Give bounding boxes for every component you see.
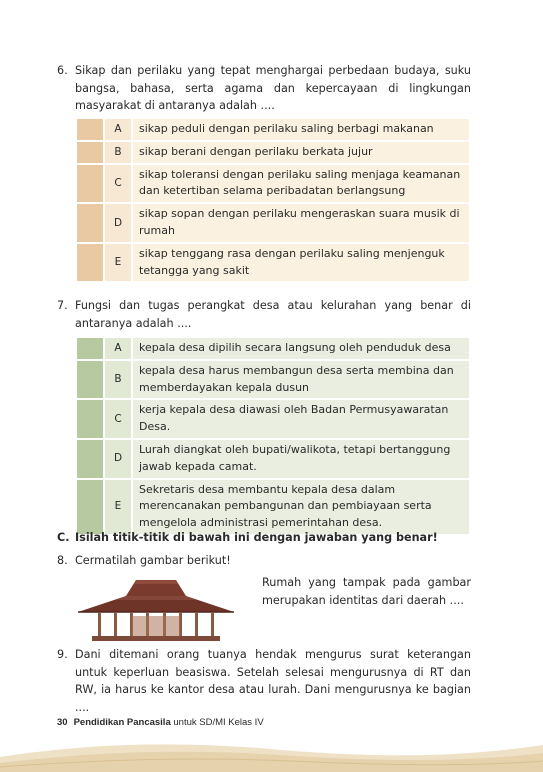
book-subtitle: untuk SD/MI Kelas IV — [170, 717, 264, 728]
option-text: sikap tenggang rasa dengan perilaku saling menjenguk tetangga yang sakit — [131, 244, 469, 282]
option-marker — [77, 142, 103, 163]
option-letter: D — [103, 440, 131, 478]
option-letter: C — [103, 165, 131, 203]
option-row — [77, 142, 469, 163]
option-text: kerja kepala desa diawasi oleh Badan Permusyawaratan Desa. — [131, 400, 469, 438]
option-letter: A — [103, 338, 131, 359]
option-letter: E — [103, 244, 131, 282]
option-text: Lurah diangkat oleh bupati/walikota, tetapi bertanggung jawab kepada camat. — [131, 440, 469, 478]
question-text: Cermatilah gambar berikut! — [75, 554, 231, 567]
book-title: Pendidikan Pancasila — [73, 717, 171, 728]
question-6 — [57, 62, 471, 115]
option-text: kepala desa dipilih secara langsung oleh penduduk desa — [131, 338, 469, 359]
joglo-house-illustration — [78, 578, 234, 642]
question-8 — [57, 552, 471, 570]
option-marker — [77, 204, 103, 242]
option-text: sikap toleransi dengan perilaku saling menjaga keamanan dan ketertiban selama peribadatan berlangsung — [131, 165, 469, 203]
option-marker — [77, 440, 103, 478]
decorative-wave — [0, 735, 543, 772]
option-marker — [77, 119, 103, 140]
option-marker — [77, 338, 103, 359]
option-letter: D — [103, 204, 131, 242]
option-letter: C — [103, 400, 131, 438]
option-row — [77, 204, 469, 242]
page-footer — [57, 717, 264, 728]
option-text: sikap berani dengan perilaku berkata jujur — [131, 142, 469, 163]
section-instruction: Isilah titik-titik di bawah ini dengan jawaban yang benar! — [75, 531, 438, 544]
option-letter: B — [103, 361, 131, 399]
option-marker — [77, 244, 103, 282]
question-text: Sikap dan perilaku yang tepat menghargai perbedaan budaya, suku bangsa, bahasa, serta agama dan kepercayaan di lingkungan masyarakat di antaranya adalah .... — [75, 64, 471, 112]
option-marker — [77, 361, 103, 399]
option-text: kepala desa harus membangun desa serta membina dan memberdayakan kepala dusun — [131, 361, 469, 399]
option-row — [77, 440, 469, 478]
option-row — [77, 361, 469, 399]
option-marker — [77, 400, 103, 438]
option-row — [77, 244, 469, 282]
question-text: Dani ditemani orang tuanya hendak mengurus surat keterangan untuk keperluan beasiswa. Setelah selesai mengurusnya di RT dan RW, ia harus ke kantor desa atau lurah. Dani mengurusnya ke bagian .... — [75, 648, 471, 714]
option-row — [77, 338, 469, 359]
option-text: sikap sopan dengan perilaku mengeraskan suara musik di rumah — [131, 204, 469, 242]
option-letter: E — [103, 480, 131, 534]
question-number: 8. — [57, 554, 68, 567]
question-number: 9. — [57, 648, 68, 661]
option-letter: A — [103, 119, 131, 140]
page-number: 30 — [57, 717, 68, 728]
question-number: 7. — [57, 299, 68, 312]
question-7 — [57, 297, 471, 332]
question-7-options — [77, 336, 469, 536]
option-marker — [77, 480, 103, 534]
option-row — [77, 400, 469, 438]
option-row — [77, 119, 469, 140]
option-text: sikap peduli dengan perilaku saling berbagi makanan — [131, 119, 469, 140]
option-text: Sekretaris desa membantu kepala desa dalam merencanakan pembangunan dan pembiayaan serta mengelola administrasi pemerintahan desa. — [131, 480, 469, 534]
section-letter: C. — [57, 531, 70, 544]
question-9 — [57, 646, 471, 716]
question-6-options — [77, 117, 469, 283]
section-c-heading — [57, 531, 438, 544]
question-number: 6. — [57, 64, 68, 77]
question-8-prompt: Rumah yang tampak pada gambar merupakan identitas dari daerah .... — [262, 576, 471, 607]
option-letter: B — [103, 142, 131, 163]
option-row — [77, 480, 469, 534]
option-marker — [77, 165, 103, 203]
option-row — [77, 165, 469, 203]
question-text: Fungsi dan tugas perangkat desa atau kelurahan yang benar di antaranya adalah .... — [75, 299, 471, 330]
